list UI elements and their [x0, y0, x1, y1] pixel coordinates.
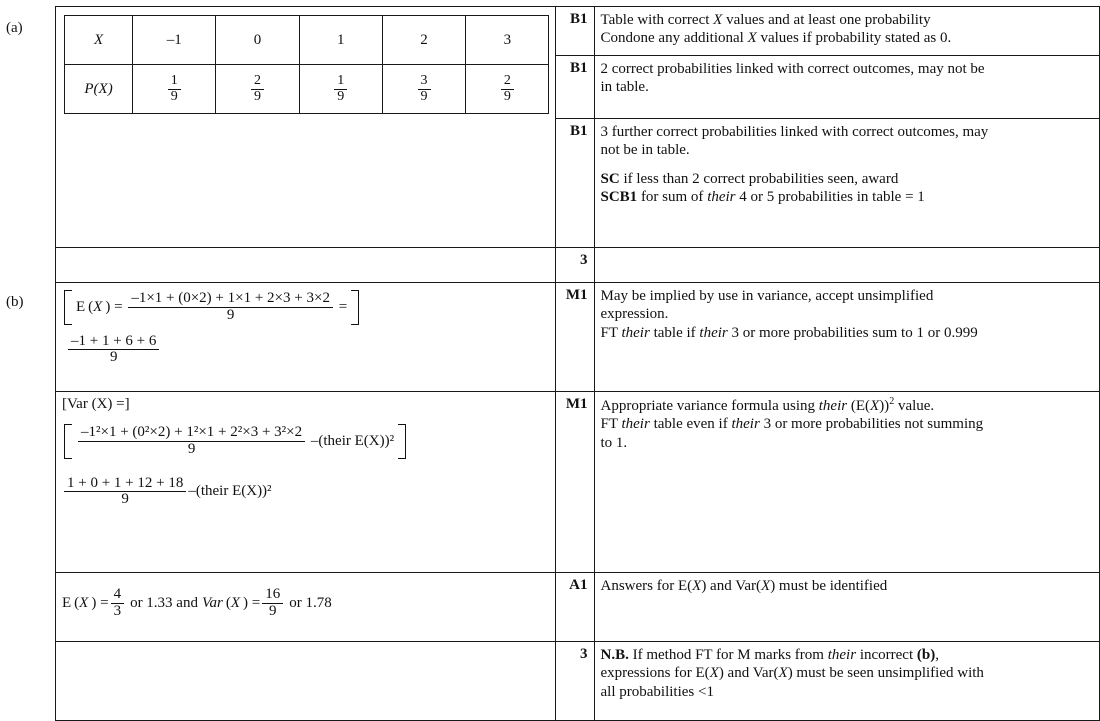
table-row [56, 7, 1100, 56]
variance-header: [Var (X) =] [62, 396, 130, 412]
answer-or-1: or 1.33 and [130, 594, 198, 611]
note-line: expression. [600, 306, 669, 323]
note-line: in table. [600, 79, 649, 96]
dist-x-value: 1 [299, 16, 382, 65]
note-line: FT their table if their 3 or more probabilities sum to 1 or 0.999 [600, 324, 978, 341]
mark-cell: B1 [556, 7, 594, 56]
part-label-b: (b) [6, 294, 24, 310]
note-line: expressions for E(X) and Var(X) must be seen unsimplified with [600, 665, 984, 682]
table-row [56, 283, 1100, 392]
note-cell [594, 573, 1100, 642]
variance-minus-term: –(their E(X))² [310, 432, 395, 449]
expectation-simplified [66, 334, 549, 367]
expectation-simplified-fraction: $\frac{-1 + 1 + 6 + 6}{9}$ [68, 334, 159, 367]
answer-ex-label: E (X ) = [62, 594, 109, 611]
note-line: to 1. [600, 434, 628, 451]
mark-cell: M1 [556, 283, 594, 392]
mark-cell: M1 [556, 392, 594, 573]
dist-x-value: –1 [133, 16, 216, 65]
dist-x-value: 2 [382, 16, 465, 65]
table-row [56, 248, 1100, 283]
expectation-lhs: E (X ) = [76, 298, 123, 315]
dist-row-label-x: X [65, 16, 133, 65]
note-line: Table with correct X values and at least one probability [600, 12, 931, 28]
dist-row-label-px: P(X) [65, 65, 133, 114]
variance-working-cell [56, 392, 556, 573]
answer-var-fraction: $\frac{16}{9}$ [262, 587, 283, 620]
note-cell [594, 392, 1100, 573]
mark-scheme-page [0, 6, 1100, 707]
mark-scheme-table [55, 6, 1100, 721]
spacer [601, 160, 1094, 170]
dist-probability: $\frac{2}{9}$ [466, 65, 549, 114]
note-cell [594, 119, 1100, 248]
dist-probability: $\frac{2}{9}$ [216, 65, 299, 114]
expectation-bracket [62, 289, 361, 326]
note-line: 3 further correct probabilities linked with correct outcomes, may [600, 124, 989, 140]
table-row [56, 642, 1100, 721]
part-b-total-working [56, 642, 556, 721]
mark-total-cell: 3 [556, 248, 594, 283]
answers-working-cell [56, 573, 556, 642]
dist-x-value: 3 [466, 16, 549, 65]
table-row [65, 65, 549, 114]
mark-total-cell: 3 [556, 642, 594, 721]
variance-fraction: $\frac{\text{–1²×1 + (0²×2) + 1²×1 + 2²×3 + 3²×2}}{9}$ [78, 425, 305, 458]
mark-cell: A1 [556, 573, 594, 642]
note-line: Condone any additional X values if probability stated as 0. [600, 30, 952, 47]
answer-ex-fraction: $\frac{4}{3}$ [111, 587, 125, 620]
dist-probability: $\frac{3}{9}$ [382, 65, 465, 114]
dist-probability: $\frac{1}{9}$ [299, 65, 382, 114]
mark-cell: B1 [556, 119, 594, 248]
dist-probability: $\frac{1}{9}$ [133, 65, 216, 114]
note-cell-empty [594, 248, 1100, 283]
note-line: 2 correct probabilities linked with correct outcomes, may not be [600, 61, 985, 77]
part-a-total-working [56, 248, 556, 283]
variance-equation [62, 421, 549, 462]
note-line: SCB1 for sum of their 4 or 5 probabilities in table = 1 [600, 188, 925, 205]
expectation-working-cell [56, 283, 556, 392]
answer-var-label: Var (X ) = [201, 594, 261, 611]
table-row [56, 573, 1100, 642]
variance-bracket [62, 423, 408, 460]
expectation-equation [62, 287, 549, 328]
note-line: not be in table. [600, 142, 690, 159]
mark-cell: B1 [556, 56, 594, 119]
note-line: all probabilities <1 [600, 683, 714, 700]
variance-simplified-minus-term: –(their E(X))² [188, 483, 272, 500]
expectation-fraction: $\frac{-1\times 1 + (0\times 2) + 1\times 1 + 2\times 3 + 3\times 2}{9}$ [128, 291, 333, 324]
probability-distribution-table [64, 15, 549, 114]
note-line: N.B. If method FT for M marks from their incorrect (b), [600, 647, 939, 663]
note-cell [594, 7, 1100, 56]
table-row [65, 16, 549, 65]
note-cell [594, 56, 1100, 119]
note-cell [594, 283, 1100, 392]
part-a-working-cell [56, 7, 556, 248]
note-line: Appropriate variance formula using their $(E(X))^2$ value. [600, 396, 935, 414]
variance-simplified-fraction: $\frac{1 + 0 + 1 + 12 + 18}{9}$ [64, 476, 186, 509]
table-row [56, 392, 1100, 573]
note-line: FT their table even if their 3 or more probabilities not summing [600, 416, 984, 433]
note-line: SC if less than 2 correct probabilities seen, award [600, 170, 899, 187]
variance-simplified [62, 476, 549, 509]
answers-equation [62, 587, 549, 620]
expectation-equals: = [338, 298, 348, 315]
note-line: Answers for E(X) and Var(X) must be identified [600, 578, 888, 594]
answer-or-2: or 1.78 [289, 594, 332, 611]
dist-x-value: 0 [216, 16, 299, 65]
part-label-a: (a) [6, 20, 23, 36]
note-line: May be implied by use in variance, accept unsimplified [600, 288, 934, 304]
note-cell [594, 642, 1100, 721]
